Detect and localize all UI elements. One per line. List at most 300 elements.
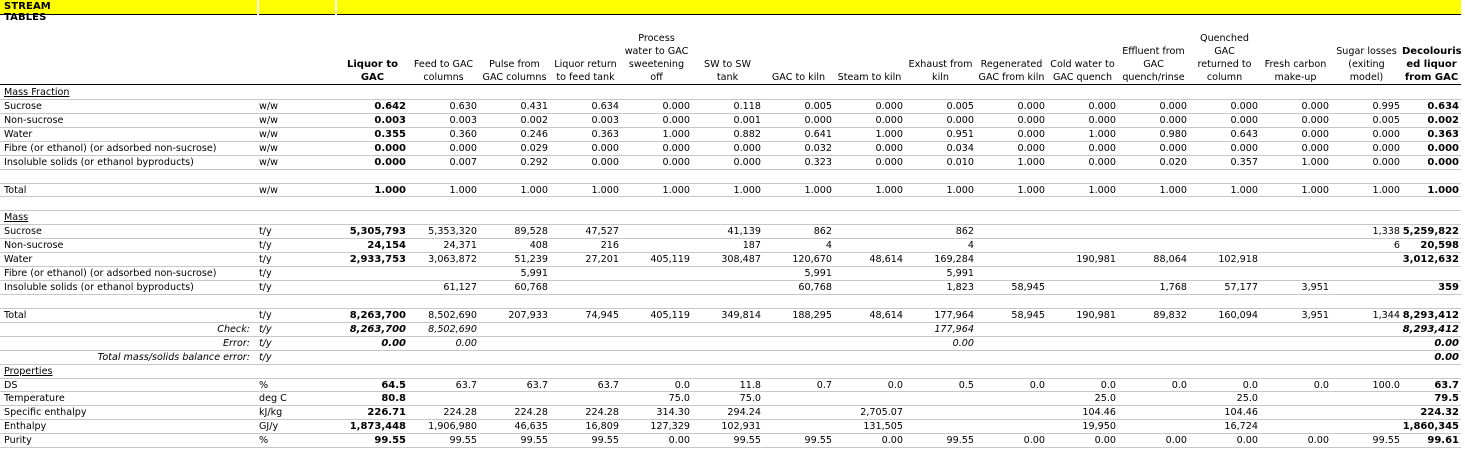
row-label: Sucrose	[4, 226, 42, 238]
table-cell[interactable]: 1.000	[1301, 156, 1329, 168]
table-cell[interactable]: 359	[1438, 282, 1459, 294]
table-cell[interactable]: 1.000	[1230, 184, 1258, 196]
table-cell[interactable]: 160,094	[1218, 309, 1258, 321]
table-cell[interactable]: 0.000	[1372, 156, 1400, 168]
table-cell[interactable]: 0.363	[1427, 128, 1459, 140]
table-cell[interactable]: 5,259,822	[1402, 226, 1459, 238]
table-cell[interactable]: 188,295	[792, 309, 832, 321]
table-cell[interactable]: 177,964	[934, 323, 974, 335]
table-cell[interactable]: 0.641	[804, 128, 832, 140]
column-header-line: columns	[423, 72, 464, 83]
column-header-line: model)	[1349, 72, 1384, 83]
table-cell[interactable]: 0.00	[1434, 351, 1459, 363]
table-cell[interactable]: 1.000	[804, 184, 832, 196]
table-cell[interactable]: 27,201	[585, 254, 619, 266]
table-cell[interactable]: 0.000	[374, 156, 406, 168]
table-cell[interactable]: 8,502,690	[428, 309, 477, 321]
table-cell[interactable]: 0.032	[804, 142, 832, 154]
table-cell[interactable]: 0.0	[1171, 379, 1187, 391]
table-cell[interactable]: 0.246	[520, 128, 548, 140]
table-cell[interactable]: 24,154	[367, 240, 406, 252]
table-cell[interactable]: 1.000	[1427, 184, 1459, 196]
column-header-line: ed liquor	[1406, 59, 1457, 70]
table-row	[0, 379, 1461, 392]
column-header	[834, 14, 905, 84]
table-cell[interactable]: 0.00	[881, 435, 903, 447]
table-cell[interactable]: 0.00	[1236, 435, 1258, 447]
column-header-line: off	[650, 72, 663, 83]
table-cell[interactable]: 0.000	[1159, 100, 1187, 112]
table-cell[interactable]: 0.003	[591, 114, 619, 126]
table-cell[interactable]: 102,918	[1218, 254, 1258, 266]
table-cell[interactable]: 58,945	[1011, 309, 1045, 321]
table-cell[interactable]: 190,981	[1076, 309, 1116, 321]
table-cell[interactable]: 1.000	[1301, 184, 1329, 196]
table-cell[interactable]: 99.55	[520, 435, 548, 447]
table-cell[interactable]: 25.0	[1094, 393, 1116, 405]
table-cell[interactable]: 0.003	[449, 114, 477, 126]
table-cell[interactable]: 0.00	[1023, 435, 1045, 447]
table-cell[interactable]: 19,950	[1082, 421, 1116, 433]
table-cell[interactable]: 0.002	[1427, 114, 1459, 126]
table-cell[interactable]: 177,964	[934, 309, 974, 321]
row-unit: w/w	[259, 156, 278, 168]
table-cell[interactable]: 308,487	[721, 254, 761, 266]
table-cell[interactable]: 0.882	[733, 128, 761, 140]
table-cell[interactable]: 0.951	[946, 128, 974, 140]
row-unit: deg C	[259, 393, 287, 405]
table-cell[interactable]: 25.0	[1236, 393, 1258, 405]
table-cell[interactable]: 8,263,700	[349, 309, 406, 321]
table-cell[interactable]: 3,012,632	[1402, 254, 1459, 266]
table-cell[interactable]: 0.00	[952, 337, 974, 349]
table-cell[interactable]: 3,951	[1301, 309, 1329, 321]
column-header-line: make-up	[1274, 72, 1317, 83]
table-cell[interactable]: 0.003	[374, 114, 406, 126]
table-cell[interactable]: 63.7	[597, 379, 619, 391]
table-cell[interactable]: 0.000	[1159, 114, 1187, 126]
table-cell[interactable]: 63.7	[455, 379, 477, 391]
table-cell[interactable]: 1.000	[662, 128, 690, 140]
column-header-line: from GAC	[1404, 72, 1459, 83]
table-cell[interactable]: 1,338	[1372, 226, 1400, 238]
row-label: Insoluble solids (or ethanol byproducts)	[4, 156, 194, 168]
table-cell[interactable]: 0.000	[1372, 142, 1400, 154]
table-cell[interactable]: 190,981	[1076, 254, 1116, 266]
column-header-line: Exhaust from	[908, 59, 973, 70]
table-cell[interactable]: 1.000	[591, 184, 619, 196]
table-cell[interactable]: 408	[529, 240, 548, 252]
table-cell[interactable]: 0.000	[662, 156, 690, 168]
row-label: Check:	[217, 323, 250, 335]
table-cell[interactable]: 0.630	[449, 100, 477, 112]
row-label: Water	[4, 128, 33, 140]
table-cell[interactable]: 8,502,690	[428, 323, 477, 335]
table-cell[interactable]: 0.00	[381, 337, 406, 349]
table-cell[interactable]: 4	[967, 240, 974, 252]
column-header	[976, 14, 1047, 84]
table-row	[0, 128, 1461, 141]
table-cell[interactable]: 1.000	[374, 184, 406, 196]
table-cell[interactable]: 99.55	[591, 435, 619, 447]
table-cell[interactable]: 0.000	[1301, 114, 1329, 126]
table-cell[interactable]: 99.55	[946, 435, 974, 447]
row-label: Sucrose	[4, 100, 42, 112]
table-row	[0, 406, 1461, 419]
table-cell[interactable]: 1,873,448	[349, 421, 406, 433]
table-cell[interactable]: 16,724	[1224, 421, 1258, 433]
table-cell[interactable]: 862	[813, 226, 832, 238]
table-cell[interactable]: 0.005	[1372, 114, 1400, 126]
table-cell[interactable]: 5,305,793	[349, 226, 406, 238]
table-cell[interactable]: 0.431	[520, 100, 548, 112]
row-gridline	[0, 447, 1461, 448]
table-cell[interactable]: 1,906,980	[428, 421, 477, 433]
row-label: Total	[4, 309, 27, 321]
table-cell[interactable]: 405,119	[650, 254, 690, 266]
table-cell[interactable]: 99.55	[733, 435, 761, 447]
table-cell[interactable]: 5,991	[520, 268, 548, 280]
table-cell[interactable]: 46,635	[514, 421, 548, 433]
table-cell[interactable]: 0.000	[804, 114, 832, 126]
table-cell[interactable]: 0.643	[1230, 128, 1258, 140]
table-cell[interactable]: 314.30	[656, 407, 690, 419]
table-cell[interactable]: 0.995	[1372, 100, 1400, 112]
column-header-line: GAC	[1214, 46, 1235, 57]
table-cell[interactable]: 0.029	[520, 142, 548, 154]
table-cell[interactable]: 187	[742, 240, 761, 252]
table-cell[interactable]: 224.28	[514, 407, 548, 419]
table-cell[interactable]: 74,945	[585, 309, 619, 321]
column-header	[408, 14, 479, 84]
table-cell[interactable]: 58,945	[1011, 282, 1045, 294]
table-cell[interactable]: 48,614	[869, 309, 903, 321]
table-cell[interactable]: 0.355	[374, 128, 406, 140]
table-cell[interactable]: 1.000	[733, 184, 761, 196]
table-cell[interactable]: 5,991	[946, 268, 974, 280]
table-cell[interactable]: 8,263,700	[349, 323, 406, 335]
row-unit: t/y	[259, 323, 272, 335]
table-cell[interactable]: 1.000	[1372, 184, 1400, 196]
table-cell[interactable]: 88,064	[1153, 254, 1187, 266]
table-cell[interactable]: 0.000	[662, 142, 690, 154]
table-cell[interactable]: 0.0	[887, 379, 903, 391]
table-cell[interactable]: 1.000	[520, 184, 548, 196]
table-cell[interactable]: 294.24	[727, 407, 761, 419]
table-cell[interactable]: 79.5	[1434, 393, 1459, 405]
column-header-line: Steam to kiln	[837, 72, 902, 83]
table-cell[interactable]: 1,344	[1372, 309, 1400, 321]
table-cell[interactable]: 89,528	[514, 226, 548, 238]
table-row	[0, 323, 1461, 336]
table-cell[interactable]: 0.000	[1301, 142, 1329, 154]
table-cell[interactable]: 1.000	[875, 184, 903, 196]
column-header-line: sweetening	[628, 59, 685, 70]
table-cell[interactable]: 57,177	[1224, 282, 1258, 294]
table-row	[0, 114, 1461, 127]
table-cell[interactable]: 0.0	[1029, 379, 1045, 391]
table-cell[interactable]: 405,119	[650, 309, 690, 321]
table-cell[interactable]: 131,505	[863, 421, 903, 433]
table-cell[interactable]: 0.002	[520, 114, 548, 126]
row-label: DS	[4, 379, 18, 391]
table-cell[interactable]: 0.634	[591, 100, 619, 112]
column-header-line: Pulse from	[489, 59, 540, 70]
table-row	[0, 142, 1461, 155]
table-cell[interactable]: 224.28	[585, 407, 619, 419]
table-cell[interactable]: 0.0	[1242, 379, 1258, 391]
row-unit: t/y	[259, 309, 272, 321]
table-cell[interactable]: 0.357	[1230, 156, 1258, 168]
table-cell[interactable]: 224.28	[443, 407, 477, 419]
table-cell[interactable]: 4	[825, 240, 832, 252]
table-cell[interactable]: 104.46	[1082, 407, 1116, 419]
table-row	[0, 392, 1461, 405]
table-cell[interactable]: 0.005	[946, 100, 974, 112]
table-cell[interactable]: 3,951	[1301, 282, 1329, 294]
row-label: Water	[4, 254, 33, 266]
table-cell[interactable]: 51,239	[514, 254, 548, 266]
table-cell[interactable]: 0.000	[591, 142, 619, 154]
table-cell[interactable]: 60,768	[514, 282, 548, 294]
table-cell[interactable]: 1.000	[875, 128, 903, 140]
table-cell[interactable]: 0.000	[1372, 128, 1400, 140]
table-cell[interactable]: 0.292	[520, 156, 548, 168]
table-cell[interactable]: 169,284	[934, 254, 974, 266]
section-label: Properties	[4, 365, 53, 377]
column-header	[1260, 14, 1331, 84]
row-unit: t/y	[259, 240, 272, 252]
table-row	[0, 225, 1461, 238]
row-unit: t/y	[259, 254, 272, 266]
table-row	[0, 156, 1461, 169]
table-cell[interactable]: 0.000	[374, 142, 406, 154]
column-header-line: Fresh carbon	[1264, 59, 1327, 70]
table-cell[interactable]: 0.000	[662, 114, 690, 126]
column-header-line: Effluent from	[1122, 46, 1185, 57]
table-cell[interactable]: 1.000	[1017, 184, 1045, 196]
table-cell[interactable]: 0.00	[1165, 435, 1187, 447]
table-cell[interactable]: 0.000	[1427, 142, 1459, 154]
table-cell[interactable]: 6	[1393, 240, 1400, 252]
table-cell[interactable]: 0.000	[1159, 142, 1187, 154]
table-cell[interactable]: 47,527	[585, 226, 619, 238]
table-cell[interactable]: 349,814	[721, 309, 761, 321]
table-cell[interactable]: 1.000	[662, 184, 690, 196]
table-cell[interactable]: 0.000	[733, 142, 761, 154]
table-cell[interactable]: 0.363	[591, 128, 619, 140]
table-cell[interactable]: 226.71	[367, 407, 406, 419]
table-cell[interactable]: 20,598	[1420, 240, 1459, 252]
section-row	[0, 365, 1461, 378]
column-header	[1047, 14, 1118, 84]
table-row	[0, 434, 1461, 447]
column-header	[621, 14, 692, 84]
table-cell[interactable]: 61,127	[443, 282, 477, 294]
table-cell[interactable]: 0.000	[662, 100, 690, 112]
table-cell[interactable]: 0.000	[1230, 114, 1258, 126]
row-label: Specific enthalpy	[4, 407, 87, 419]
table-cell[interactable]: 0.980	[1159, 128, 1187, 140]
table-cell[interactable]: 127,329	[650, 421, 690, 433]
table-cell[interactable]: 1.000	[449, 184, 477, 196]
table-cell[interactable]: 1,860,345	[1402, 421, 1459, 433]
table-cell[interactable]: 1.000	[1159, 184, 1187, 196]
table-cell[interactable]: 24,371	[443, 240, 477, 252]
table-cell[interactable]: 0.000	[875, 114, 903, 126]
table-cell[interactable]: 0.00	[1434, 337, 1459, 349]
table-cell[interactable]: 0.5	[958, 379, 974, 391]
table-cell[interactable]: 1.000	[1088, 128, 1116, 140]
row-label: Non-sucrose	[4, 240, 64, 252]
table-cell[interactable]: 120,670	[792, 254, 832, 266]
table-cell[interactable]: 41,139	[727, 226, 761, 238]
table-cell[interactable]: 216	[600, 240, 619, 252]
table-cell[interactable]: 0.000	[1088, 114, 1116, 126]
table-cell[interactable]: 0.000	[1301, 128, 1329, 140]
blank-row	[0, 170, 1461, 183]
table-cell[interactable]: 99.55	[1372, 435, 1400, 447]
column-header-line: Process	[638, 33, 675, 44]
table-cell[interactable]: 0.000	[946, 114, 974, 126]
table-cell[interactable]: 16,809	[585, 421, 619, 433]
column-header-line: water to GAC	[624, 46, 689, 57]
table-cell[interactable]: 99.61	[1427, 435, 1459, 447]
table-cell[interactable]: 207,933	[508, 309, 548, 321]
table-cell[interactable]: 99.55	[804, 435, 832, 447]
table-cell[interactable]: 64.5	[381, 379, 406, 391]
column-header-line: Quenched	[1200, 33, 1249, 44]
row-label: Purity	[4, 435, 32, 447]
table-title: STREAM TABLES	[4, 1, 51, 23]
table-cell[interactable]: 0.001	[733, 114, 761, 126]
table-cell[interactable]: 0.000	[1017, 114, 1045, 126]
table-cell[interactable]: 8,293,412	[1402, 309, 1459, 321]
table-cell[interactable]: 99.55	[449, 435, 477, 447]
table-cell[interactable]: 0.000	[591, 156, 619, 168]
column-header	[905, 14, 976, 84]
table-cell[interactable]: 8,293,412	[1402, 323, 1459, 335]
table-cell[interactable]: 1.000	[1088, 184, 1116, 196]
table-cell[interactable]: 0.000	[1088, 142, 1116, 154]
row-label: Total mass/solids balance error:	[97, 351, 250, 363]
row-label: Insoluble solids (or ethanol byproducts)	[4, 282, 194, 294]
table-cell[interactable]: 862	[955, 226, 974, 238]
table-cell[interactable]: 0.0	[1100, 379, 1116, 391]
table-cell[interactable]: 0.000	[1230, 100, 1258, 112]
table-row	[0, 100, 1461, 113]
table-cell[interactable]: 63.7	[1434, 379, 1459, 391]
table-cell[interactable]: 63.7	[526, 379, 548, 391]
row-unit: kJ/kg	[259, 407, 283, 419]
table-cell[interactable]: 0.000	[875, 100, 903, 112]
column-header-line: returned to	[1197, 59, 1252, 70]
row-unit: w/w	[259, 128, 278, 140]
table-cell[interactable]: 102,931	[721, 421, 761, 433]
table-cell[interactable]: 0.0	[674, 379, 690, 391]
table-cell[interactable]: 1,823	[946, 282, 974, 294]
section-label: Mass	[4, 212, 29, 224]
table-cell[interactable]: 0.00	[1307, 435, 1329, 447]
header-divider	[0, 84, 1461, 85]
table-cell[interactable]: 0.000	[1301, 100, 1329, 112]
table-cell[interactable]: 0.7	[816, 379, 832, 391]
table-cell[interactable]: 80.8	[381, 393, 406, 405]
table-cell[interactable]: 89,832	[1153, 309, 1187, 321]
title-bar-strip	[259, 0, 335, 15]
table-cell[interactable]: 0.634	[1427, 100, 1459, 112]
table-cell[interactable]: 0.000	[875, 142, 903, 154]
column-header-line: Feed to GAC	[413, 59, 474, 70]
table-cell[interactable]: 0.000	[1088, 100, 1116, 112]
table-cell[interactable]: 75.0	[668, 393, 690, 405]
table-cell[interactable]: 0.000	[733, 156, 761, 168]
column-header-line: GAC from kiln	[978, 72, 1045, 83]
column-header-line: SW to SW	[704, 59, 751, 70]
table-cell[interactable]: 0.000	[1017, 128, 1045, 140]
table-cell[interactable]: 0.642	[374, 100, 406, 112]
table-cell[interactable]: 0.007	[449, 156, 477, 168]
table-cell[interactable]: 0.000	[449, 142, 477, 154]
table-cell[interactable]: 0.000	[1427, 156, 1459, 168]
table-cell[interactable]: 0.00	[455, 337, 477, 349]
table-row	[0, 420, 1461, 433]
table-cell[interactable]: 0.000	[875, 156, 903, 168]
column-header	[1331, 14, 1402, 84]
table-cell[interactable]: 0.0	[1313, 379, 1329, 391]
table-cell[interactable]: 0.000	[1017, 142, 1045, 154]
table-cell[interactable]: 99.55	[374, 435, 406, 447]
table-cell[interactable]: 1,768	[1159, 282, 1187, 294]
table-cell[interactable]: 1.000	[1017, 156, 1045, 168]
table-cell[interactable]: 0.000	[1017, 100, 1045, 112]
table-cell[interactable]: 5,353,320	[428, 226, 477, 238]
table-cell[interactable]: 5,991	[804, 268, 832, 280]
column-header-line: Regenerated	[980, 59, 1043, 70]
table-cell[interactable]: 60,768	[798, 282, 832, 294]
table-row	[0, 267, 1461, 280]
table-cell[interactable]: 3,063,872	[428, 254, 477, 266]
table-cell[interactable]: 11.8	[739, 379, 761, 391]
table-cell[interactable]: 100.0	[1372, 379, 1400, 391]
row-unit: w/w	[259, 184, 278, 196]
table-cell[interactable]: 0.118	[733, 100, 761, 112]
row-unit: w/w	[259, 100, 278, 112]
table-cell[interactable]: 75.0	[739, 393, 761, 405]
column-header-line: GAC quench	[1052, 72, 1113, 83]
table-cell[interactable]: 0.005	[804, 100, 832, 112]
table-cell[interactable]: 0.323	[804, 156, 832, 168]
table-cell[interactable]: 1.000	[946, 184, 974, 196]
table-cell[interactable]: 224.32	[1420, 407, 1459, 419]
column-header-line: GAC columns	[482, 72, 547, 83]
table-cell[interactable]: 0.360	[449, 128, 477, 140]
table-cell[interactable]: 104.46	[1224, 407, 1258, 419]
table-cell[interactable]: 0.020	[1159, 156, 1187, 168]
table-cell[interactable]: 0.000	[1230, 142, 1258, 154]
table-cell[interactable]: 0.00	[1094, 435, 1116, 447]
table-cell[interactable]: 2,705.07	[860, 407, 903, 419]
table-cell[interactable]: 48,614	[869, 254, 903, 266]
table-cell[interactable]: 0.00	[668, 435, 690, 447]
table-cell[interactable]: 0.010	[946, 156, 974, 168]
table-row	[0, 239, 1461, 252]
table-cell[interactable]: 2,933,753	[349, 254, 406, 266]
row-label: Temperature	[4, 393, 65, 405]
table-cell[interactable]: 0.000	[1088, 156, 1116, 168]
blank-row	[0, 197, 1461, 210]
table-cell[interactable]: 0.034	[946, 142, 974, 154]
